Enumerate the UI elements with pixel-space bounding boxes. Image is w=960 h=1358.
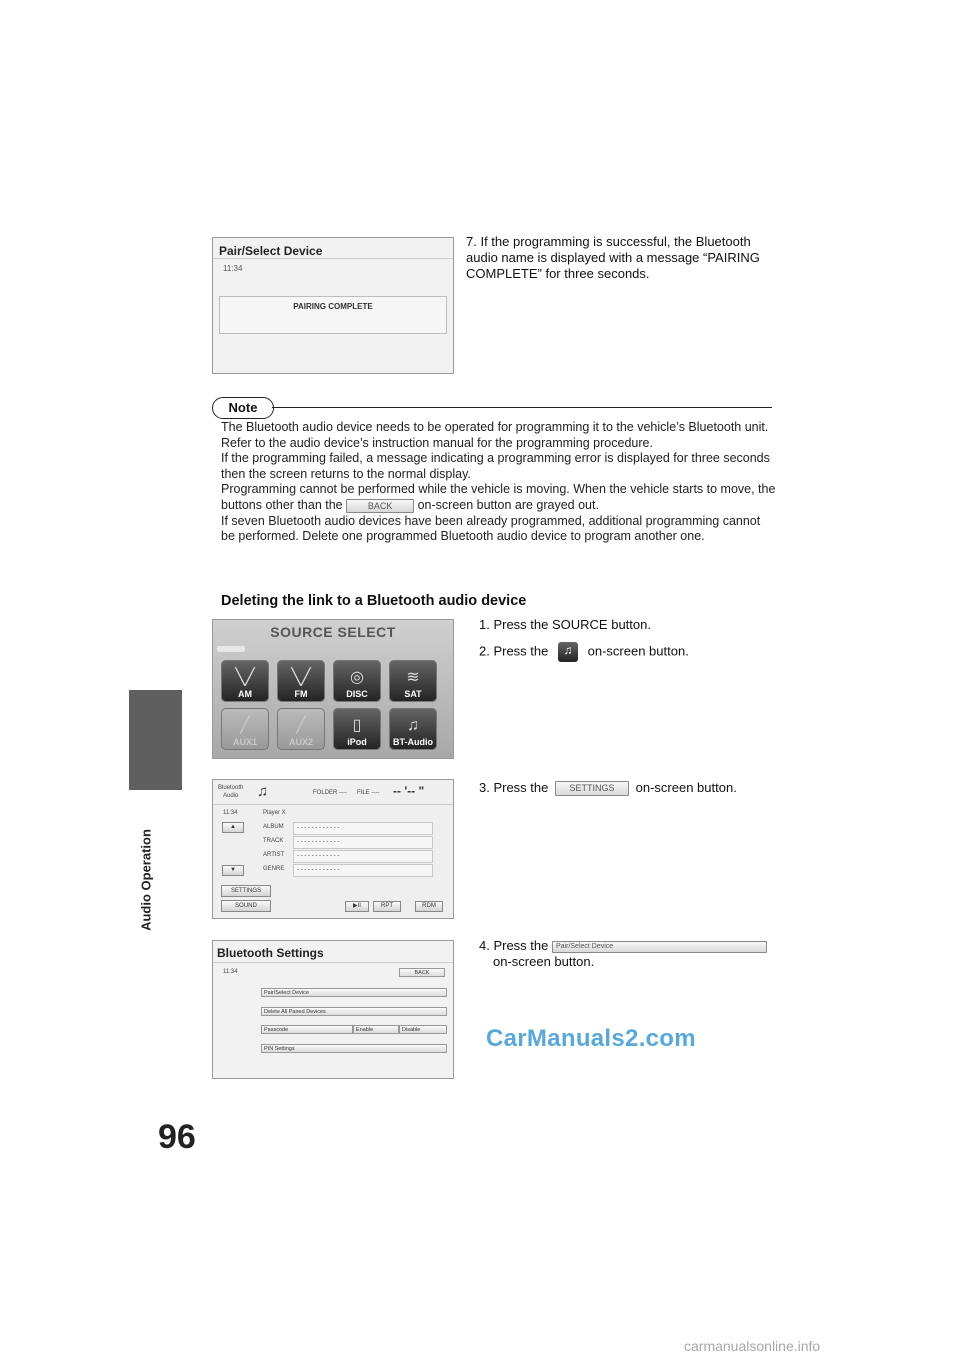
antenna-icon: ╲╱: [235, 669, 255, 686]
settings-button-image: SETTINGS: [555, 781, 629, 796]
settings-button[interactable]: SETTINGS: [221, 885, 271, 897]
pair-select-device-button[interactable]: Pair/Select Device: [261, 988, 447, 997]
source-tile[interactable]: [221, 660, 269, 702]
scroll-up-button[interactable]: ▲: [222, 822, 244, 833]
source-tile-label: AM: [238, 689, 252, 699]
clock: [217, 646, 245, 652]
step-1-text: 1. Press the SOURCE button.: [479, 617, 651, 632]
source-tile-label: SAT: [404, 689, 422, 699]
passcode-button[interactable]: Passcode: [261, 1025, 353, 1034]
note-paragraph: If the programming failed, a message indicating a programming error is displayed for three seconds then the screen returns to the normal display.: [221, 451, 770, 481]
bt-audio-icon: ♫: [558, 642, 578, 662]
step-3-text: 3. Press the SETTINGS on-screen button.: [479, 780, 737, 795]
player-name: Player X: [263, 810, 286, 816]
info-row-label: TRACK: [263, 838, 284, 844]
disable-button[interactable]: Disable: [399, 1025, 447, 1034]
ipod-icon: ▯: [352, 717, 362, 734]
clock: 11:34: [223, 264, 243, 273]
step-2-text: 2. Press the ♫ on-screen button.: [479, 642, 689, 662]
source-tile[interactable]: [333, 660, 381, 702]
music-note-icon: ♫: [257, 783, 269, 800]
plug-icon: ╱: [296, 717, 306, 734]
random-button[interactable]: RDM: [415, 901, 443, 912]
pairing-complete-screenshot: [212, 237, 454, 374]
pin-settings-button[interactable]: PIN Settings: [261, 1044, 447, 1053]
music-note-icon: ♫: [407, 717, 419, 734]
footer-watermark: carmanualsonline.info: [684, 1338, 821, 1354]
screen-title: Bluetooth Settings: [217, 946, 324, 960]
source-select-screenshot: [212, 619, 454, 759]
clock: 11:34: [223, 810, 238, 816]
note-badge: Note: [212, 397, 274, 419]
screen-title: Pair/Select Device: [219, 244, 323, 258]
page-number: 96: [158, 1118, 196, 1156]
repeat-button[interactable]: RPT: [373, 901, 401, 912]
note-rule: [272, 407, 772, 408]
sound-button[interactable]: SOUND: [221, 900, 271, 912]
note-paragraph: Programming cannot be performed while the vehicle is moving. When the vehicle starts to move, the buttons other than the BACK on-screen button are grayed out.: [221, 482, 776, 512]
source-tile[interactable]: [389, 660, 437, 702]
pairing-complete-message: PAIRING COMPLETE: [293, 302, 373, 311]
section-heading: Deleting the link to a Bluetooth audio device: [221, 593, 527, 609]
source-label: Bluetooth: [218, 785, 244, 791]
disc-icon: ◎: [350, 669, 364, 686]
divider: [213, 258, 453, 259]
step-4-text: 4. Press the Pair/Select Device on-screen button.: [479, 938, 779, 970]
source-tile-label: AUX1: [232, 737, 257, 747]
satellite-icon: ≋: [406, 669, 420, 686]
note-paragraph: If seven Bluetooth audio devices have been already programmed, additional programming cannot be performed. Delete one programmed Bluetooth audio device to program another one.: [221, 513, 761, 544]
info-row-value: - - - - - - - - - - - -: [293, 822, 433, 835]
source-tile[interactable]: [389, 708, 437, 750]
step-7-text: [466, 234, 766, 282]
source-tile-label: DISC: [346, 689, 368, 699]
message-box: [219, 296, 447, 334]
delete-all-paired-devices-button[interactable]: Delete All Paired Devices: [261, 1007, 447, 1016]
source-tile[interactable]: [277, 708, 325, 750]
divider: [213, 804, 453, 805]
scroll-down-button[interactable]: ▼: [222, 865, 244, 876]
screen-title: SOURCE SELECT: [270, 624, 396, 640]
source-label: Audio: [223, 793, 239, 799]
section-tab-label: Audio Operation: [138, 829, 154, 931]
antenna-icon: ╲╱: [291, 669, 311, 686]
source-tile-label: FM: [294, 689, 308, 699]
source-tile-label: iPod: [347, 737, 367, 747]
source-tile-label: AUX2: [288, 737, 313, 747]
clock: 11:34: [223, 969, 238, 975]
file-label: FILE ----: [357, 790, 380, 796]
info-row-label: ALBUM: [263, 824, 284, 830]
step-7: 7. If the programming is successful, the Bluetooth audio name is displayed with a message “PAIRING COMPLETE” for three seconds.: [466, 234, 760, 281]
source-tile[interactable]: [277, 660, 325, 702]
folder-label: FOLDER ----: [313, 790, 347, 796]
note-body: [221, 420, 776, 545]
watermark: CarManuals2.com: [486, 1025, 696, 1052]
info-row-label: GENRE: [263, 866, 285, 872]
info-row-value: - - - - - - - - - - - -: [293, 864, 433, 877]
plug-icon: ╱: [240, 717, 250, 734]
source-tile-label: BT-Audio: [393, 737, 433, 747]
note-paragraph: The Bluetooth audio device needs to be operated for programming it to the vehicle’s Bluetooth unit. Refer to the audio device’s instruction manual for the programming procedure.: [221, 420, 769, 450]
section-tab-marker: [129, 690, 182, 790]
info-row-label: ARTIST: [263, 852, 285, 858]
signal-indicator-icon: -- '-- ": [393, 784, 425, 798]
info-row-value: - - - - - - - - - - - -: [293, 850, 433, 863]
info-row-value: - - - - - - - - - - - -: [293, 836, 433, 849]
enable-button[interactable]: Enable: [353, 1025, 399, 1034]
bluetooth-settings-screenshot: [212, 940, 454, 1079]
pair-select-device-button-image: Pair/Select Device: [552, 941, 767, 953]
play-pause-button[interactable]: ▶II: [345, 901, 369, 912]
source-tile[interactable]: [333, 708, 381, 750]
back-button-image: BACK: [346, 499, 414, 513]
back-button[interactable]: BACK: [399, 968, 445, 977]
bluetooth-audio-screenshot: [212, 779, 454, 919]
divider: [213, 962, 453, 963]
source-tile[interactable]: [221, 708, 269, 750]
